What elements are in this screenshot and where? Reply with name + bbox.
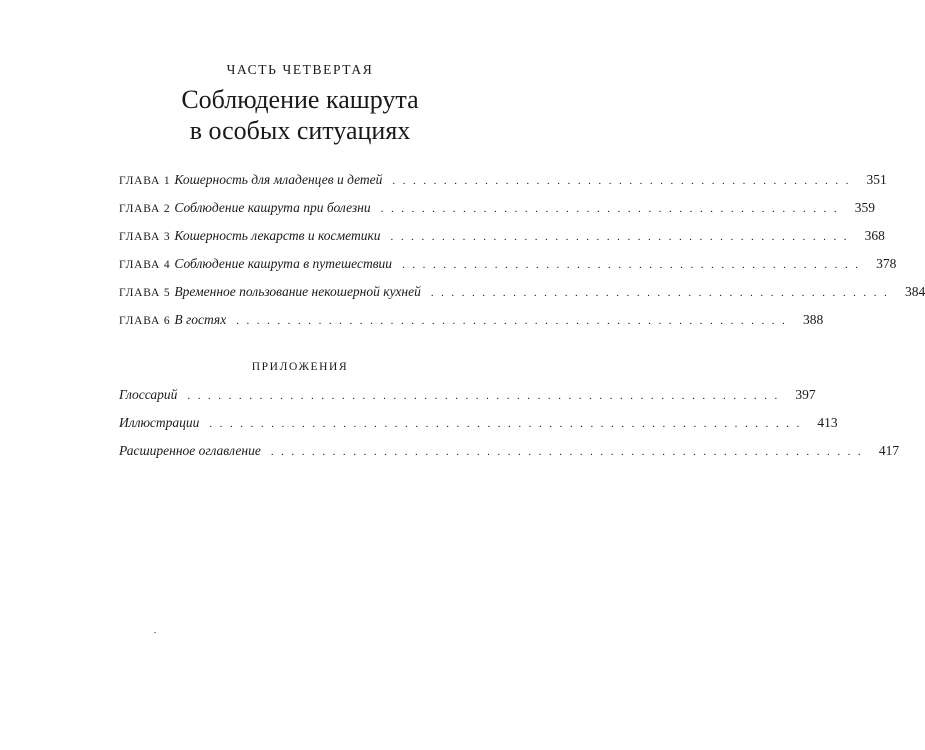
- chapter-title: Соблюдение кашрута в путешествии: [174, 256, 393, 271]
- dot-leader: . . . . . . . . . . . . . . . . . . . . . . . . . . . . . . . . . . . . . . . . . . . . . . . . . . . . . .: [236, 315, 788, 327]
- page-number: 351: [866, 172, 887, 187]
- appendix-title: Иллюстрации: [119, 415, 200, 430]
- page-number: 413: [817, 415, 838, 430]
- dot-leader: . . . . . . . . . . . . . . . . . . . . . . . . . . . . . . . . . . . . . . . . . . . . .: [430, 287, 890, 299]
- chapter-number: ГЛАВА 5: [119, 287, 171, 299]
- chapter-title: В гостях: [174, 312, 227, 327]
- dot-leader: . . . . . . . . . . . . . . . . . . . . . . . . . . . . . . . . . . . . . . . . . . . . . . . . . . . . . . . . . .: [270, 446, 864, 458]
- toc-entry-illustrations[interactable]: [119, 415, 838, 443]
- chapter-title: Временное пользование некошерной кухней: [174, 284, 421, 299]
- appendix-title: Глоссарий: [119, 387, 178, 402]
- chapter-number: ГЛАВА 4: [119, 259, 171, 271]
- page-number: 397: [795, 387, 816, 402]
- chapter-number: ГЛАВА 1: [119, 175, 171, 187]
- page-number: 417: [878, 443, 900, 458]
- dot-leader: . . . . . . . . . . . . . . . . . . . . . . . . . . . . . . . . . . . . . . . . . . . . .: [392, 175, 851, 187]
- scan-speck: [154, 632, 156, 633]
- toc-entry-chapter-3[interactable]: [119, 228, 885, 256]
- chapter-title: Кошерность лекарств и косметики: [174, 228, 381, 243]
- dot-leader: . . . . . . . . . . . . . . . . . . . . . . . . . . . . . . . . . . . . . . . . . . . . . . . . . . . . . . . . . .: [209, 418, 802, 430]
- chapter-number: ГЛАВА 6: [119, 315, 171, 327]
- chapter-title: Кошерность для младенцев и детей: [174, 172, 383, 187]
- chapter-number: ГЛАВА 2: [119, 203, 171, 215]
- appendix-list: [119, 387, 900, 471]
- part-title-line-2: в особых ситуациях: [189, 116, 411, 145]
- chapter-title: Соблюдение кашрута при болезни: [174, 200, 371, 215]
- chapter-list: [119, 172, 925, 340]
- toc-entry-chapter-2[interactable]: [119, 200, 875, 228]
- part-title-line-1: Соблюдение кашрута: [181, 85, 419, 114]
- dot-leader: . . . . . . . . . . . . . . . . . . . . . . . . . . . . . . . . . . . . . . . . . . . . . . . . . . . . . . . . . .: [187, 390, 780, 402]
- chapter-number: ГЛАВА 3: [119, 231, 171, 243]
- page-number: 359: [854, 200, 875, 215]
- page-number: 388: [803, 312, 824, 327]
- toc-entry-chapter-1[interactable]: [119, 172, 887, 200]
- toc-entry-chapter-5[interactable]: [119, 284, 925, 312]
- page-number: 378: [876, 256, 897, 271]
- dot-leader: . . . . . . . . . . . . . . . . . . . . . . . . . . . . . . . . . . . . . . . . . . . . .: [390, 231, 849, 243]
- dot-leader: . . . . . . . . . . . . . . . . . . . . . . . . . . . . . . . . . . . . . . . . . . . . .: [380, 203, 839, 215]
- dot-leader: . . . . . . . . . . . . . . . . . . . . . . . . . . . . . . . . . . . . . . . . . . . . .: [402, 259, 861, 271]
- toc-entry-chapter-4[interactable]: [119, 256, 897, 284]
- appendix-title: Расширенное оглавление: [119, 443, 261, 458]
- appendix-heading: ПРИЛОЖЕНИЯ: [251, 361, 349, 373]
- page-number: 384: [904, 284, 925, 299]
- toc-entry-glossary[interactable]: [119, 387, 816, 415]
- page-number: 368: [864, 228, 885, 243]
- toc-entry-chapter-6[interactable]: [119, 312, 824, 340]
- toc-entry-extended-contents[interactable]: [119, 443, 900, 471]
- part-title: [0, 84, 600, 146]
- part-label: ЧАСТЬ ЧЕТВЕРТАЯ: [226, 62, 374, 77]
